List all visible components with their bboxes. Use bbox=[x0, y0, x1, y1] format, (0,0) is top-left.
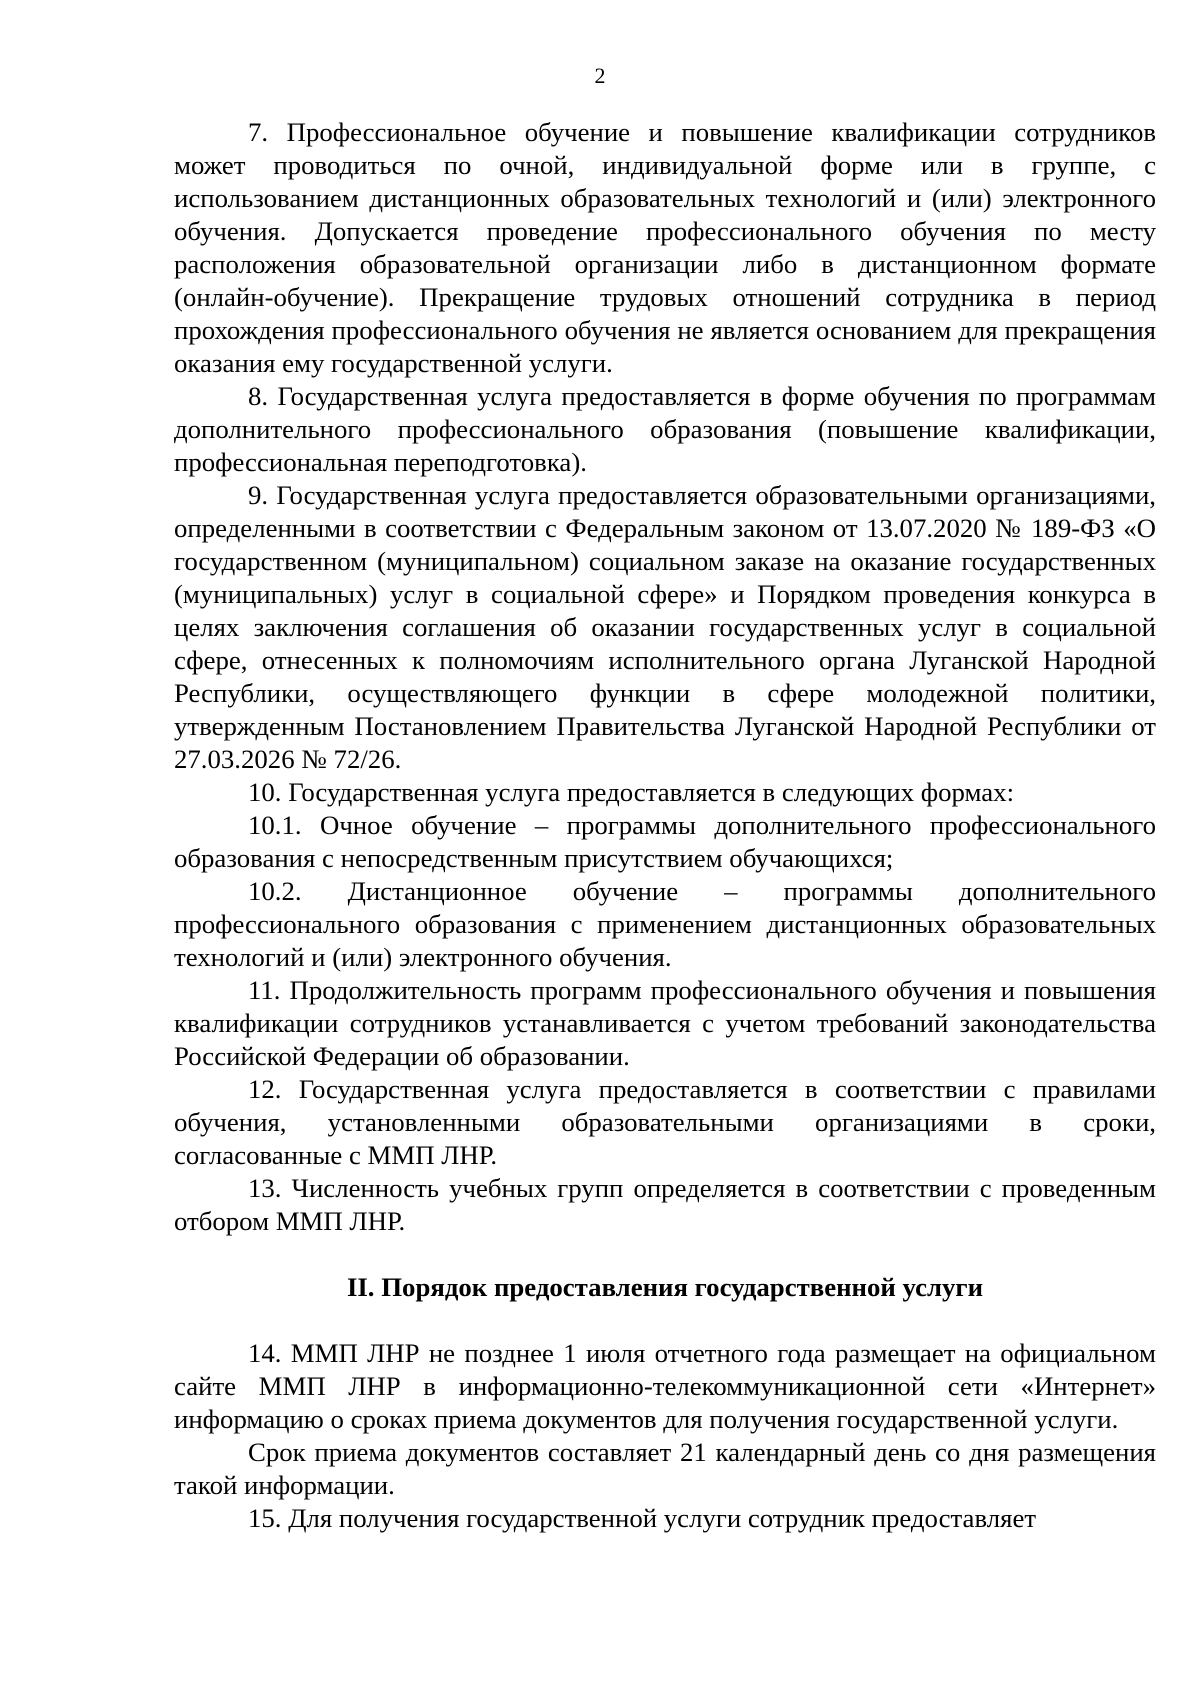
paragraph-9: 9. Государственная услуга предоставляется образовательными организациями, определенными в соответствии с Федеральным законом от 13.07.2020 № 189-ФЗ «О государственном (муниципальном) социальном заказе на оказание государственных (муниципальных) услуг в социальной сфере» и Порядком проведения конкурса в целях заключения соглашения об оказании государственных услуг в социальной сфере, отнесенных к полномочиям исполнительного органа Луганской Народной Республики, осуществляющего функции в сфере молодежной политики, утвержденным Постановлением Правительства Луганской Народной Республики от 27.03.2026 № 72/26. bbox=[174, 480, 1156, 774]
paragraph-10: 10. Государственная услуга предоставляется в следующих формах: bbox=[248, 777, 1015, 807]
paragraph-7: 7. Профессиональное обучение и повышение квалификации сотрудников может проводиться по очной, индивидуальной форме или в группе, с использованием дистанционных образовательных технологий и (или) электронного обучения. Допускается проведение профессионального обучения по месту расположения образовательной организации либо в дистанционном формате (онлайн-обучение). Прекращение трудовых отношений сотрудника в период прохождения профессионального обучения не является основанием для прекращения оказания ему государственной услуги. bbox=[174, 117, 1156, 378]
paragraph-12: 12. Государственная услуга предоставляется в соответствии с правилами обучения, установленными образовательными организациями в сроки, согласованные с ММП ЛНР. bbox=[174, 1074, 1156, 1170]
paragraph-11: 11. Продолжительность программ профессионального обучения и повышения квалификации сотрудников устанавливается с учетом требований законодательства Российской Федерации об образовании. bbox=[174, 975, 1156, 1071]
paragraph-13: 13. Численность учебных групп определяется в соответствии с проведенным отбором ММП ЛНР. bbox=[174, 1173, 1156, 1236]
document-body bbox=[174, 116, 1156, 1535]
paragraph-10-1: 10.1. Очное обучение – программы дополнительного профессионального образования с непосредственным присутствием обучающихся; bbox=[174, 810, 1156, 873]
page-number: 2 bbox=[594, 63, 606, 88]
paragraph-14: 14. ММП ЛНР не позднее 1 июля отчетного года размещает на официальном сайте ММП ЛНР в информационно-телекоммуникационной сети «Интернет» информацию о сроках приема документов для получения государственной услуги. bbox=[174, 1338, 1156, 1434]
paragraph-14-term: Срок приема документов составляет 21 календарный день со дня размещения такой информации. bbox=[174, 1437, 1156, 1500]
paragraph-15: 15. Для получения государственной услуги сотрудник предоставляет bbox=[248, 1503, 1037, 1533]
paragraph-10-2: 10.2. Дистанционное обучение – программы дополнительного профессионального образования с применением дистанционных образовательных технологий и (или) электронного обучения. bbox=[174, 876, 1156, 972]
section-heading: II. Порядок предоставления государственной услуги bbox=[346, 1272, 984, 1302]
paragraph-8: 8. Государственная услуга предоставляется в форме обучения по программам дополнительного профессионального образования (повышение квалификации, профессиональная переподготовка). bbox=[174, 381, 1156, 477]
